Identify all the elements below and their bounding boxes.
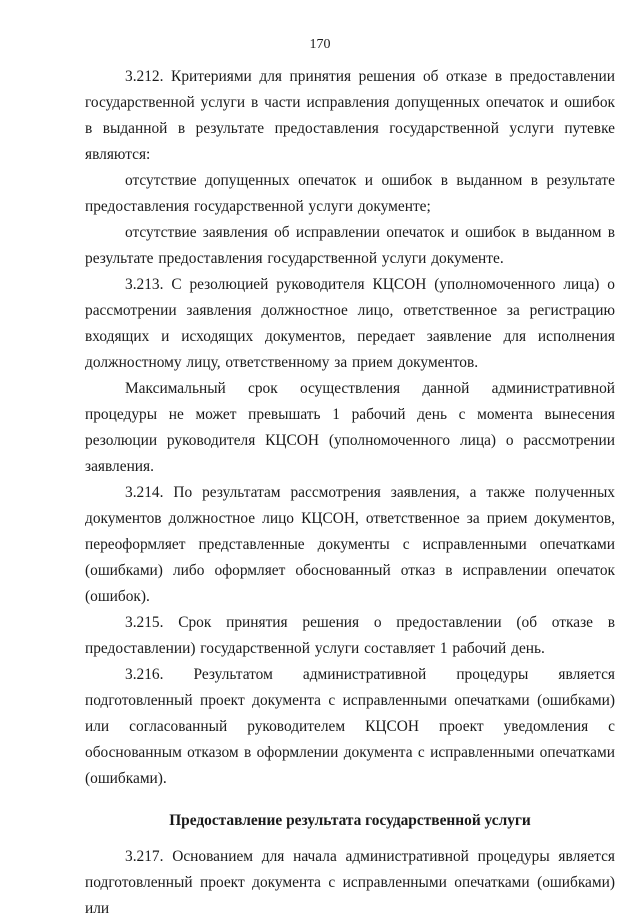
paragraph-3-215: 3.215. Срок принятия решения о предоставлении (об отказе в предоставлении) государственной услуги составляет 1 рабочий день. bbox=[85, 614, 615, 657]
paragraph-3-212: 3.212. Критериями для принятия решения об отказе в предоставлении государственной услуги в части исправления допущенных опечаток и ошибок в выданной в результате предоставления государственной услуги путевке являются: bbox=[85, 68, 615, 163]
page-number: 170 bbox=[309, 37, 331, 52]
paragraph-3-216: 3.216. Результатом административной процедуры является подготовленный проект документа с исправленными опечатками (ошибками) или согласованный руководителем КЦСОН проект уведомления с обоснованным отказом в оформлении документа с исправленными опечатками (ошибками). bbox=[85, 666, 615, 787]
paragraph-criterion-2: отсутствие заявления об исправлении опечаток и ошибок в выданном в результате предоставления государственной услуги документе. bbox=[85, 224, 615, 267]
paragraph-max-term: Максимальный срок осуществления данной административной процедуры не может превышать 1 рабочий день с момента вынесения резолюции руководителя КЦСОН (уполномоченного лица) о рассмотрении заявления. bbox=[85, 380, 615, 475]
document-body bbox=[85, 64, 615, 922]
paragraph-criterion-1: отсутствие допущенных опечаток и ошибок в выданном в результате предоставления государственной услуги документе; bbox=[85, 172, 615, 215]
paragraph-3-217: 3.217. Основанием для начала административной процедуры является подготовленный проект документа с исправленными опечатками (ошибками) или bbox=[85, 848, 615, 917]
section-heading: Предоставление результата государственной услуги bbox=[169, 812, 531, 829]
paragraph-3-213: 3.213. С резолюцией руководителя КЦСОН (уполномоченного лица) о рассмотрении заявления должностное лицо, ответственное за регистрацию входящих и исходящих документов, передает заявление для исполнения должностному лицу, ответственному за прием документов. bbox=[85, 276, 615, 371]
paragraph-3-214: 3.214. По результатам рассмотрения заявления, а также полученных документов должностное лицо КЦСОН, ответственное за прием документов, переоформляет представленные документы с исправленными опечатками (ошибками) либо оформляет обоснованный отказ в исправлении опечаток (ошибок). bbox=[85, 484, 615, 605]
